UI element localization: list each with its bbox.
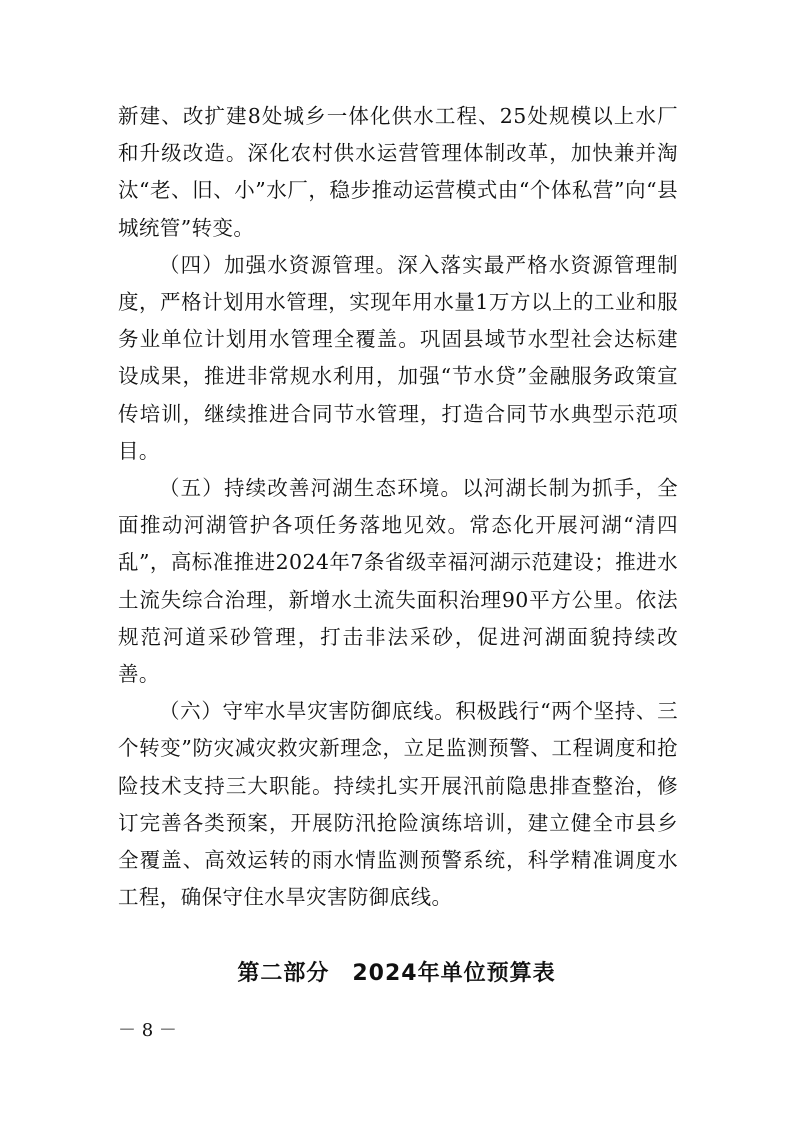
paragraph-river-lake-ecology: （五）持续改善河湖生态环境。以河湖长制为抓手，全面推动河湖管护各项任务落地见效。常态化开展河湖“清四乱”，高标准推进2024年7条省级幸福河湖示范建设；推进水土流失综合治理，新增水土流失面积治理90平方公里。依法规范河道采砂管理，打击非法采砂，促进河湖面貌持续改善。	[118, 476, 678, 687]
section-title: 第二部分 2024年单位预算表	[237, 961, 556, 986]
paragraph-continuation: 新建、改扩建8处城乡一体化供水工程、25处规模以上水厂和升级改造。深化农村供水运营管理体制改革，加快兼并淘汰“老、旧、小”水厂，稳步推动运营模式由“个体私营”向“县城统管”转变。	[118, 104, 678, 240]
paragraph-flood-drought-defense: （六）守牢水旱灾害防御底线。积极践行“两个坚持、三个转变”防灾减灾救灾新理念，立足监测预警、工程调度和抢险技术支持三大职能。持续扎实开展汛前隐患排查整治，修订完善各类预案，开展防汛抢险演练培训，建立健全市县乡全覆盖、高效运转的雨水情监测预警系统，科学精准调度水工程，确保守住水旱灾害防御底线。	[118, 699, 678, 910]
page-number: － 8 －	[118, 1020, 177, 1041]
body-text	[118, 98, 678, 916]
paragraph-water-resources: （四）加强水资源管理。深入落实最严格水资源管理制度，严格计划用水管理，实现年用水量1万方以上的工业和服务业单位计划用水管理全覆盖。巩固县域节水型社会达标建设成果，推进非常规水利用，加强“节水贷”金融服务政策宣传培训，继续推进合同节水管理，打造合同节水典型示范项目。	[118, 252, 678, 463]
